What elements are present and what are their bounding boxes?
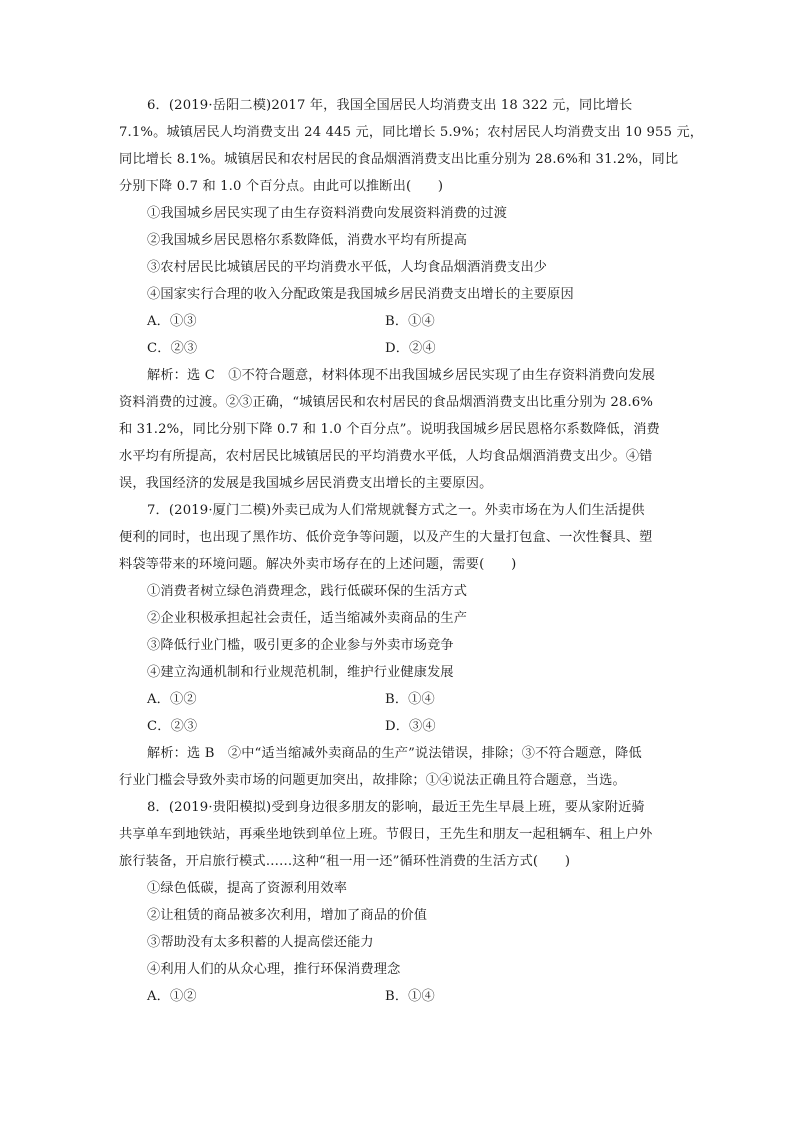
question-text-line: 分别下降 0.7 和 1.0 个百分点。由此可以推断出( ) (119, 179, 444, 194)
analysis-line: 误，我国经济的发展是我国城乡居民消费支出增长的主要原因。 (119, 476, 493, 491)
analysis-line: 资料消费的过渡。②③正确，“城镇居民和农村居民的食品烟酒消费支出比重分别为 28.6% (119, 395, 654, 410)
question-text-line: 共享单车到地铁站，再乘坐地铁到单位上班。节假日，王先生和朋友一起租辆车、租上户外 (119, 827, 653, 842)
question-text-line: 旅行装备，开启旅行模式……这种“租一用一还”循环性消费的生活方式( ) (119, 854, 571, 869)
statement-4: ④建立沟通机制和行业规范机制，维护行业健康发展 (147, 665, 454, 680)
statement-4: ④国家实行合理的收入分配政策是我国城乡居民消费支出增长的主要原因 (147, 287, 574, 302)
statement-1: ①绿色低碳，提高了资源利用效率 (147, 881, 348, 896)
question-text-line: 料袋等带来的环境问题。解决外卖市场存在的上述问题，需要( ) (119, 557, 517, 572)
statement-4: ④利用人们的从众心理，推行环保消费理念 (147, 962, 401, 977)
option-a: A．①② (147, 989, 197, 1004)
statement-3: ③降低行业门槛，吸引更多的企业参与外卖市场竞争 (147, 638, 454, 653)
option-c: C．②③ (147, 719, 198, 734)
option-a: A．①② (147, 692, 197, 707)
statement-3: ③农村居民比城镇居民的平均消费水平低，人均食品烟酒消费支出少 (147, 260, 548, 275)
analysis-line: 解析：选 B ②中“适当缩减外卖商品的生产”说法错误，排除；③不符合题意，降低 (147, 746, 642, 761)
option-d: D．②④ (385, 341, 436, 356)
analysis-line: 解析：选 C ①不符合题意，材料体现不出我国城乡居民实现了由生存资料消费向发展 (147, 368, 656, 383)
analysis-line: 水平均有所提高，农村居民比城镇居民的平均消费水平低，人均食品烟酒消费支出少。④错 (119, 449, 653, 464)
option-b: B．①④ (385, 692, 435, 707)
option-c: C．②③ (147, 341, 198, 356)
statement-3: ③帮助没有太多积蓄的人提高偿还能力 (147, 935, 374, 950)
question-text-line: 7．(2019·厦门二模)外卖已成为人们常规就餐方式之一。外卖市场在为人们生活提供 (147, 503, 645, 518)
option-a: A．①③ (147, 314, 197, 329)
analysis-line: 和 31.2%，同比分别下降 0.7 和 1.0 个百分点”。说明我国城乡居民恩格尔系数降低，消费 (119, 422, 660, 437)
option-b: B．①④ (385, 314, 435, 329)
question-text-line: 8．(2019·贵阳模拟)受到身边很多朋友的影响，最近王先生早晨上班，要从家附近骑 (147, 800, 645, 815)
statement-2: ②我国城乡居民恩格尔系数降低，消费水平均有所提高 (147, 233, 468, 248)
statement-1: ①消费者树立绿色消费理念，践行低碳环保的生活方式 (147, 584, 468, 599)
question-text-line: 7.1%。城镇居民人均消费支出 24 445 元，同比增长 5.9%；农村居民人均消费支出 10 955 元， (119, 125, 704, 140)
analysis-line: 行业门槛会导致外卖市场的问题更加突出，故排除；①④说法正确且符合题意，当选。 (119, 773, 626, 788)
statement-2: ②让租赁的商品被多次利用，增加了商品的价值 (147, 908, 428, 923)
question-text-line: 便利的同时，也出现了黑作坊、低价竞争等问题，以及产生的大量打包盒、一次性餐具、塑 (119, 530, 653, 545)
question-text-line: 同比增长 8.1%。城镇居民和农村居民的食品烟酒消费支出比重分别为 28.6%和 31.2%，同比 (119, 152, 679, 167)
option-d: D．③④ (385, 719, 436, 734)
statement-2: ②企业积极承担起社会责任，适当缩减外卖商品的生产 (147, 611, 468, 626)
option-b: B．①④ (385, 989, 435, 1004)
question-text-line: 6．(2019·岳阳二模)2017 年，我国全国居民人均消费支出 18 322 元，同比增长 (147, 98, 633, 113)
statement-1: ①我国城乡居民实现了由生存资料消费向发展资料消费的过渡 (147, 206, 508, 221)
